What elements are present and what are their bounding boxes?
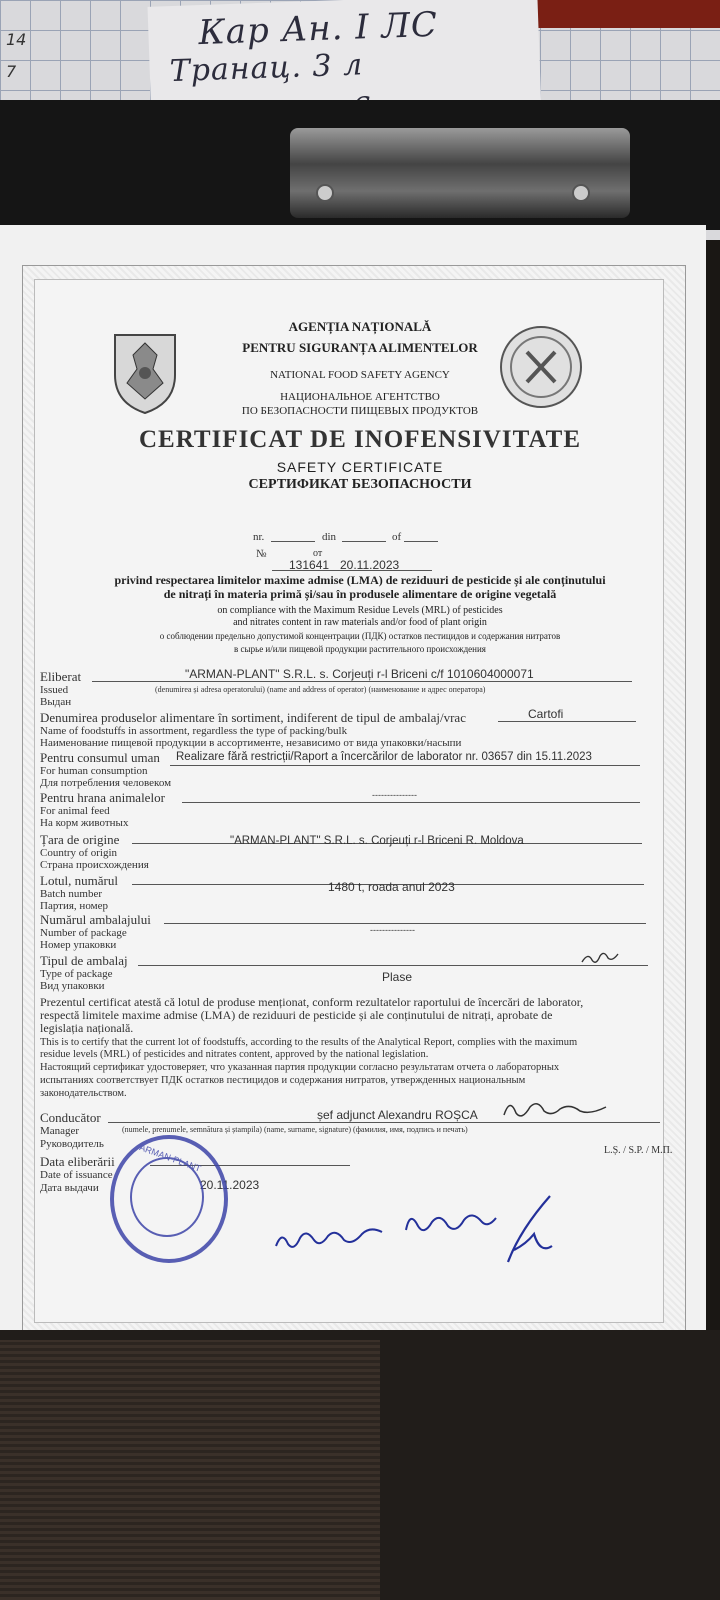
animal-label-en: For animal feed bbox=[40, 805, 110, 817]
package-number-label-ru: Номер упаковки bbox=[40, 939, 117, 951]
issued-label-en: Issued bbox=[40, 684, 69, 696]
food-line bbox=[498, 721, 636, 722]
statement-ru: Настоящий сертификат удостоверяет, что указанная партия продукции согласно результатам отчета о лабораторных bbox=[40, 1062, 560, 1073]
no-label: № bbox=[256, 548, 267, 560]
margin-number: 7 bbox=[6, 62, 17, 81]
agency-name-ro: PENTRU SIGURANȚA ALIMENTELOR bbox=[242, 340, 478, 355]
package-number-label-en: Number of package bbox=[40, 927, 127, 939]
statement-ro: legislația națională. bbox=[40, 1021, 134, 1035]
package-number-line bbox=[164, 923, 646, 924]
agency-name-en: NATIONAL FOOD SAFETY AGENCY bbox=[270, 369, 450, 381]
subtitle-ru: в сырье и/или пищевой продукции растительного происхождения bbox=[234, 644, 486, 654]
human-line bbox=[170, 765, 640, 766]
signature-icon bbox=[400, 1200, 500, 1245]
origin-value: "ARMAN-PLANT" S.R.L. s. Corjeuți r-l Briceni R. Moldova bbox=[230, 835, 524, 847]
issued-value: "ARMAN-PLANT" S.R.L. s. Corjeuți r-l Briceni c/f 1010604000071 bbox=[185, 667, 534, 681]
human-label-ru: Для потребления человеком bbox=[40, 777, 172, 789]
ot-label: от bbox=[313, 548, 323, 559]
batch-label: Lotul, numărul bbox=[40, 873, 118, 888]
clip-rivet bbox=[316, 184, 334, 202]
human-label: Pentru consumul uman bbox=[40, 750, 160, 765]
background-red-object bbox=[520, 0, 720, 28]
din-line bbox=[342, 541, 386, 542]
issued-line bbox=[92, 681, 632, 682]
manager-label-en: Manager bbox=[40, 1125, 80, 1137]
statement-en: This is to certify that the current lot of foodstuffs, according to the results of the Analytical Report, complies with the maximum bbox=[40, 1037, 578, 1048]
clip-rivet bbox=[572, 184, 590, 202]
certificate-number: 131641 bbox=[289, 558, 330, 572]
subtitle-ro: privind respectarea limitelor maxime admise (LMA) de reziduuri de pesticide și ale conținutului bbox=[114, 573, 606, 587]
food-label: Denumirea produselor alimentare în sortiment, indiferent de tipul de ambalaj/vrac bbox=[40, 710, 466, 725]
batch-label-ru: Партия, номер bbox=[40, 900, 108, 912]
statement-en: residue levels (MRL) of pesticides and nitrates content, approved by the national legislation. bbox=[40, 1049, 429, 1060]
human-value: Realizare fără restricții/Raport a încercărilor de laborator nr. 03657 din 15.11.2023 bbox=[176, 751, 592, 763]
subtitle-ro: de nitrați în materia primă și/sau în produsele alimentare de origine vegetală bbox=[163, 587, 557, 601]
food-label-en: Name of foodstuffs in assortment, regardless the type of packing/bulk bbox=[40, 725, 348, 737]
issue-date-label: Data eliberării bbox=[40, 1154, 115, 1169]
agency-name-ru: ПО БЕЗОПАСНОСТИ ПИЩЕВЫХ ПРОДУКТОВ bbox=[241, 405, 479, 417]
stamp-text: ARMAN-PLANT bbox=[138, 1142, 203, 1174]
issued-label: Eliberat bbox=[40, 669, 82, 684]
package-type-value: Plase bbox=[382, 970, 413, 984]
din-label: din bbox=[322, 531, 337, 543]
issued-hint: (denumirea și adresa operatorului) (name and address of operator) (наименование и адрес оператора) bbox=[155, 685, 486, 694]
subtitle-en: and nitrates content in raw materials and/or food of plant origin bbox=[233, 617, 487, 628]
manager-value: șef adjunct Alexandru ROȘCA bbox=[317, 1108, 478, 1122]
nr-line bbox=[271, 541, 315, 542]
origin-label-ru: Страна происхождения bbox=[40, 859, 149, 871]
issue-date-value: 20.11.2023 bbox=[200, 1178, 260, 1192]
food-label-ru: Наименование пищевой продукции в ассортименте, независимо от вида упаковки/насыпи bbox=[40, 737, 462, 749]
animal-label-ru: На корм животных bbox=[40, 817, 129, 829]
certificate-date: 20.11.2023 bbox=[340, 558, 400, 572]
signature-icon bbox=[500, 1190, 560, 1270]
clipboard-clip bbox=[290, 128, 630, 218]
signature-icon bbox=[270, 1210, 390, 1260]
animal-label: Pentru hrana animalelor bbox=[40, 790, 165, 805]
human-label-en: For human consumption bbox=[40, 765, 148, 777]
animal-value: --------------- bbox=[372, 790, 417, 800]
issued-label-ru: Выдан bbox=[40, 696, 72, 708]
origin-label-en: Country of origin bbox=[40, 847, 117, 859]
subtitle-ru: о соблюдении предельно допустимой концентрации (ПДК) остатков пестицидов и содержания нитратов bbox=[159, 631, 561, 641]
package-type-label-en: Type of package bbox=[40, 968, 113, 980]
statement-ro: Prezentul certificat atestă că lotul de produse menționat, conform rezultatelor raportului de încercări de laborator, bbox=[40, 995, 584, 1009]
animal-line bbox=[182, 802, 640, 803]
certificate-title-ru: СЕРТИФИКАТ БЕЗОПАСНОСТИ bbox=[248, 477, 472, 492]
fabric-surface bbox=[0, 1340, 380, 1600]
package-number-value: --------------- bbox=[370, 925, 415, 935]
seal-place-label: L.Ș. / S.P. / М.П. bbox=[604, 1145, 673, 1156]
subtitle-en: on compliance with the Maximum Residue Levels (MRL) of pesticides bbox=[217, 605, 503, 616]
manager-label: Conducător bbox=[40, 1110, 101, 1125]
handwritten-mark-icon bbox=[580, 948, 620, 968]
company-stamp bbox=[110, 1135, 228, 1263]
manager-signature-icon bbox=[500, 1095, 610, 1123]
agency-name-ru: НАЦИОНАЛЬНОЕ АГЕНТСТВО bbox=[280, 391, 440, 403]
agency-name-ro: AGENȚIA NAȚIONALĂ bbox=[288, 319, 432, 334]
nr-label: nr. bbox=[253, 531, 265, 543]
of-line bbox=[404, 541, 438, 542]
margin-number: 14 bbox=[6, 30, 27, 49]
batch-label-en: Batch number bbox=[40, 888, 103, 900]
note-line: Транац. 3 л bbox=[169, 47, 364, 90]
note-line: Кар Ан. I ЛС bbox=[197, 4, 439, 54]
certificate-title: CERTIFICAT DE INOFENSIVITATE bbox=[138, 426, 582, 453]
food-value: Cartofi bbox=[528, 707, 564, 721]
statement-ro: respectă limitele maxime admise (LMA) de reziduuri de pesticide și ale conținutului de nitrați, aprobate de bbox=[40, 1008, 553, 1022]
origin-label: Țara de origine bbox=[40, 832, 120, 847]
statement-ru: испытаниях соответствует ПДК остатков пестицидов и содержания нитратов, утвержденных национальным bbox=[40, 1075, 526, 1086]
manager-hint: (numele, prenumele, semnătura și ștampila) (name, surname, signature) (фамилия, имя, подпись и печать) bbox=[122, 1125, 468, 1134]
package-type-line bbox=[138, 965, 648, 966]
package-number-label: Numărul ambalajului bbox=[40, 912, 151, 927]
statement-ru: законодательством. bbox=[40, 1088, 127, 1099]
package-type-label: Tipul de ambalaj bbox=[40, 953, 128, 968]
issue-date-label-en: Date of issuance bbox=[40, 1169, 113, 1181]
certificate-title-en: SAFETY CERTIFICATE bbox=[276, 459, 444, 475]
of-label: of bbox=[392, 531, 402, 543]
issue-date-label-ru: Дата выдачи bbox=[40, 1182, 99, 1194]
manager-label-ru: Руководитель bbox=[40, 1138, 104, 1150]
batch-value: 1480 t, roada anul 2023 bbox=[328, 880, 455, 894]
package-type-label-ru: Вид упаковки bbox=[40, 980, 105, 992]
